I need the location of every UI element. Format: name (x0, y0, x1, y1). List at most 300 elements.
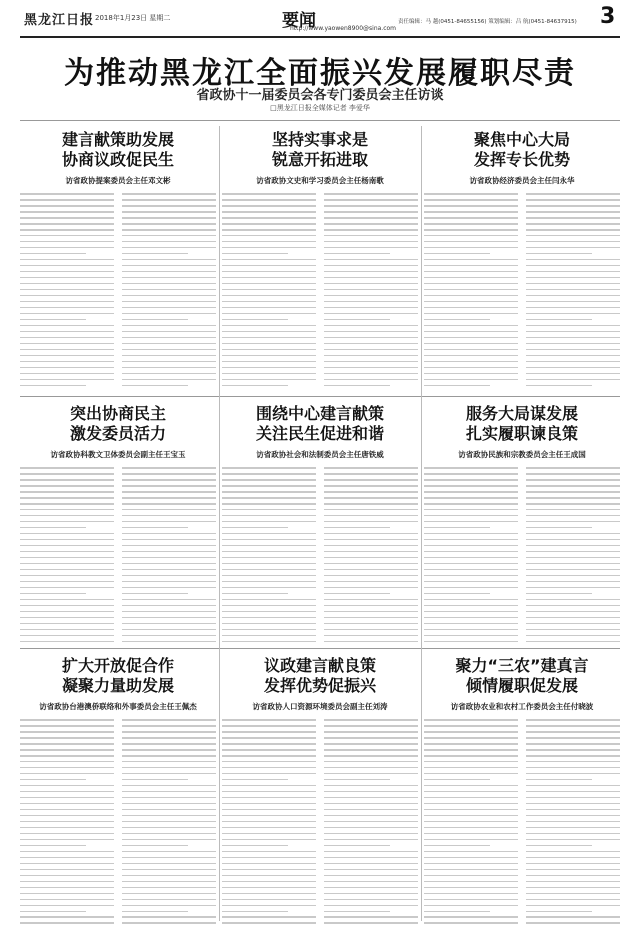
text-line (122, 331, 216, 333)
text-line (526, 301, 620, 303)
text-line (122, 497, 216, 499)
text-line (424, 851, 518, 853)
text-line (324, 617, 418, 619)
text-column (424, 193, 518, 390)
text-line (20, 593, 86, 595)
text-line (424, 611, 518, 613)
text-line (424, 833, 518, 835)
text-line (222, 497, 316, 499)
text-line (222, 761, 316, 763)
text-column (20, 467, 114, 647)
text-line (424, 922, 518, 924)
text-line (324, 229, 418, 231)
text-line (526, 307, 620, 309)
text-line (324, 635, 418, 637)
text-line (424, 533, 518, 535)
text-line (122, 755, 216, 757)
text-line (324, 755, 418, 757)
text-line (424, 905, 518, 907)
text-line (324, 887, 418, 889)
text-line (424, 587, 518, 589)
text-line (122, 881, 216, 883)
text-line (324, 235, 418, 237)
text-line (222, 223, 316, 225)
text-line (20, 791, 114, 793)
text-line (222, 767, 316, 769)
text-line (222, 755, 316, 757)
text-line (20, 503, 114, 505)
text-line (122, 719, 216, 721)
text-line (20, 319, 86, 321)
text-line (526, 803, 620, 805)
text-line (20, 599, 114, 601)
divider (20, 120, 620, 121)
text-line (122, 313, 216, 315)
text-line (222, 199, 316, 201)
text-line (20, 635, 114, 637)
text-line (122, 611, 216, 613)
text-line (20, 587, 114, 589)
text-line (526, 785, 620, 787)
text-line (20, 581, 114, 583)
text-line (424, 241, 518, 243)
text-line (20, 857, 114, 859)
text-line (424, 845, 490, 847)
article-ethnic-religious-committee (424, 404, 620, 647)
article-body (222, 467, 418, 647)
text-line (526, 509, 620, 511)
text-line (526, 479, 620, 481)
text-line (122, 551, 216, 553)
issue-date: 2018年1月23日 星期二 (95, 14, 171, 22)
text-line (424, 479, 518, 481)
text-line (222, 887, 316, 889)
text-line (526, 821, 620, 823)
text-line (526, 911, 592, 913)
text-line (526, 839, 620, 841)
text-line (122, 367, 216, 369)
text-line (424, 325, 518, 327)
text-line (222, 503, 316, 505)
article-title: 坚持实事求是 锐意开拓进取 (271, 130, 368, 169)
text-line (222, 217, 316, 219)
text-line (424, 761, 518, 763)
text-line (20, 605, 114, 607)
text-line (122, 899, 216, 901)
section-email: http://www.yaowen8900@sina.com (290, 25, 397, 32)
text-line (20, 563, 114, 565)
text-line (122, 593, 188, 595)
text-line (424, 569, 518, 571)
text-line (424, 355, 518, 357)
text-line (122, 605, 216, 607)
text-line (20, 803, 114, 805)
text-line (20, 809, 114, 811)
article-title: 扩大开放促合作 凝聚力量助发展 (61, 656, 174, 695)
text-line (222, 337, 316, 339)
text-line (324, 259, 418, 261)
text-line (20, 611, 114, 613)
text-line (526, 593, 592, 595)
text-line (424, 283, 518, 285)
text-line (324, 467, 418, 469)
text-line (122, 307, 216, 309)
text-line (122, 557, 216, 559)
text-line (122, 199, 216, 201)
text-line (424, 307, 518, 309)
text-line (20, 307, 114, 309)
text-line (222, 641, 316, 643)
text-line (526, 491, 620, 493)
text-line (20, 875, 114, 877)
text-line (222, 863, 316, 865)
text-line (20, 827, 114, 829)
text-line (424, 545, 518, 547)
text-line (424, 295, 518, 297)
text-line (526, 337, 620, 339)
text-line (424, 473, 518, 475)
text-line (424, 857, 518, 859)
text-line (526, 533, 620, 535)
text-line (122, 379, 216, 381)
text-line (20, 641, 114, 643)
divider (20, 396, 620, 397)
text-line (526, 259, 620, 261)
text-line (122, 521, 216, 523)
text-line (424, 899, 518, 901)
text-line (222, 533, 316, 535)
text-line (526, 611, 620, 613)
text-line (424, 235, 518, 237)
text-line (324, 845, 390, 847)
text-line (222, 803, 316, 805)
text-line (122, 911, 188, 913)
text-line (222, 265, 316, 267)
text-line (222, 599, 316, 601)
article-subtitle: 访省政协社会和法制委员会主任唐铁威 (256, 450, 384, 459)
text-line (526, 755, 620, 757)
text-line (424, 617, 518, 619)
text-line (122, 809, 216, 811)
text-line (122, 479, 216, 481)
text-line (222, 785, 316, 787)
text-line (20, 881, 114, 883)
text-line (222, 253, 288, 255)
text-line (122, 922, 216, 924)
text-line (324, 199, 418, 201)
text-line (122, 533, 216, 535)
text-line (324, 491, 418, 493)
text-line (324, 791, 418, 793)
text-line (20, 569, 114, 571)
text-line (424, 623, 518, 625)
text-line (526, 869, 620, 871)
text-line (526, 635, 620, 637)
text-line (324, 223, 418, 225)
text-line (122, 527, 188, 529)
article-title: 服务大局谋发展 扎实履职谏良策 (465, 404, 578, 443)
text-line (526, 605, 620, 607)
text-line (122, 301, 216, 303)
text-line (122, 773, 216, 775)
text-line (526, 325, 620, 327)
text-line (324, 851, 418, 853)
text-line (424, 581, 518, 583)
text-line (526, 623, 620, 625)
text-line (20, 325, 114, 327)
text-line (424, 367, 518, 369)
text-line (20, 557, 114, 559)
text-line (424, 491, 518, 493)
text-line (424, 253, 490, 255)
text-line (526, 515, 620, 517)
text-line (20, 295, 114, 297)
text-line (324, 563, 418, 565)
text-line (324, 761, 418, 763)
text-column (526, 467, 620, 647)
text-line (526, 527, 592, 529)
text-line (20, 749, 114, 751)
text-line (222, 881, 316, 883)
text-line (20, 349, 114, 351)
text-line (222, 851, 316, 853)
text-column (222, 193, 316, 390)
text-line (222, 605, 316, 607)
text-line (222, 491, 316, 493)
text-line (526, 581, 620, 583)
text-line (424, 467, 518, 469)
text-line (122, 223, 216, 225)
text-line (526, 749, 620, 751)
text-line (222, 271, 316, 273)
text-line (324, 295, 418, 297)
text-line (324, 821, 418, 823)
text-line (324, 569, 418, 571)
article-foreign-affairs-committee (20, 656, 216, 929)
text-line (122, 581, 216, 583)
text-line (20, 289, 114, 291)
text-line (324, 337, 418, 339)
text-line (20, 313, 114, 315)
text-line (222, 473, 316, 475)
text-line (424, 337, 518, 339)
text-line (122, 473, 216, 475)
text-line (20, 205, 114, 207)
text-line (122, 271, 216, 273)
text-line (222, 485, 316, 487)
text-line (122, 623, 216, 625)
text-line (526, 217, 620, 219)
text-line (222, 857, 316, 859)
text-line (424, 599, 518, 601)
text-line (20, 545, 114, 547)
text-line (222, 737, 316, 739)
text-line (20, 617, 114, 619)
text-line (424, 551, 518, 553)
text-line (424, 497, 518, 499)
article-subtitle: 访省政协人口资源环境委员会副主任刘涛 (252, 702, 388, 711)
text-line (20, 755, 114, 757)
text-line (222, 509, 316, 511)
article-title: 议政建言献良策 发挥优势促振兴 (263, 656, 376, 695)
text-line (222, 827, 316, 829)
masthead (0, 0, 640, 34)
text-line (526, 731, 620, 733)
text-column (324, 719, 418, 928)
text-line (526, 223, 620, 225)
text-line (222, 797, 316, 799)
text-line (222, 611, 316, 613)
text-line (122, 587, 216, 589)
text-line (20, 373, 114, 375)
article-subtitle: 访省政协民族和宗教委员会主任王成国 (458, 450, 586, 459)
text-line (122, 845, 188, 847)
text-line (424, 827, 518, 829)
text-line (526, 551, 620, 553)
text-line (324, 515, 418, 517)
text-line (324, 343, 418, 345)
text-line (324, 367, 418, 369)
text-line (20, 893, 114, 895)
text-line (324, 857, 418, 859)
article-subtitle: 访省政协提案委员会主任邓文彬 (65, 176, 171, 185)
text-line (526, 241, 620, 243)
text-line (20, 467, 114, 469)
text-line (222, 539, 316, 541)
text-line (324, 277, 418, 279)
text-line (324, 875, 418, 877)
text-line (526, 833, 620, 835)
text-line (222, 367, 316, 369)
text-line (424, 635, 518, 637)
article-body (20, 467, 216, 647)
text-line (20, 623, 114, 625)
text-line (20, 533, 114, 535)
text-line (122, 355, 216, 357)
text-line (526, 385, 592, 387)
text-line (122, 385, 188, 387)
text-line (526, 467, 620, 469)
text-line (424, 217, 518, 219)
text-line (122, 827, 216, 829)
text-line (20, 773, 114, 775)
text-line (324, 881, 418, 883)
text-line (20, 211, 114, 213)
text-line (424, 331, 518, 333)
text-line (122, 743, 216, 745)
text-line (222, 521, 316, 523)
text-line (324, 301, 418, 303)
text-line (122, 295, 216, 297)
text-line (424, 313, 518, 315)
text-line (222, 623, 316, 625)
text-line (222, 731, 316, 733)
text-line (324, 623, 418, 625)
text-line (526, 575, 620, 577)
text-line (424, 193, 518, 195)
text-line (324, 916, 418, 918)
text-line (424, 259, 518, 261)
text-line (526, 545, 620, 547)
text-line (122, 641, 216, 643)
article-body (222, 193, 418, 395)
text-line (324, 205, 418, 207)
text-line (222, 467, 316, 469)
text-line (526, 887, 620, 889)
article-culture-history-committee (222, 130, 418, 395)
text-line (122, 761, 216, 763)
text-line (324, 217, 418, 219)
text-line (122, 797, 216, 799)
text-line (424, 385, 490, 387)
text-line (526, 235, 620, 237)
text-line (20, 767, 114, 769)
text-line (222, 635, 316, 637)
text-line (324, 557, 418, 559)
text-line (424, 803, 518, 805)
page-number: 3 (600, 4, 616, 29)
text-line (424, 575, 518, 577)
text-line (324, 833, 418, 835)
text-line (324, 779, 390, 781)
text-line (20, 379, 114, 381)
text-line (222, 205, 316, 207)
article-body (20, 719, 216, 929)
text-line (222, 247, 316, 249)
text-line (424, 271, 518, 273)
text-line (222, 295, 316, 297)
text-line (122, 887, 216, 889)
byline: □黑龙江日报全媒体记者 李爱华 (270, 104, 370, 112)
article-subtitle: 访省政协科教文卫体委员会副主任王宝玉 (50, 450, 186, 459)
text-line (222, 617, 316, 619)
text-line (222, 211, 316, 213)
text-line (526, 791, 620, 793)
text-line (222, 629, 316, 631)
text-line (122, 491, 216, 493)
text-line (526, 247, 620, 249)
text-line (222, 815, 316, 817)
text-line (526, 361, 620, 363)
text-line (526, 599, 620, 601)
text-column (324, 467, 418, 647)
article-science-education-committee (20, 404, 216, 647)
text-line (20, 737, 114, 739)
text-line (122, 373, 216, 375)
text-line (20, 899, 114, 901)
text-line (222, 893, 316, 895)
text-line (122, 247, 216, 249)
text-line (424, 349, 518, 351)
text-line (424, 629, 518, 631)
text-line (324, 785, 418, 787)
text-line (526, 265, 620, 267)
text-line (122, 205, 216, 207)
text-line (526, 539, 620, 541)
text-line (324, 641, 418, 643)
text-line (122, 283, 216, 285)
text-line (424, 503, 518, 505)
article-body (424, 467, 620, 647)
text-line (222, 593, 288, 595)
masthead-rule (20, 36, 620, 38)
text-line (20, 301, 114, 303)
text-line (122, 259, 216, 261)
text-line (424, 521, 518, 523)
text-line (122, 575, 216, 577)
text-line (122, 193, 216, 195)
text-line (424, 737, 518, 739)
